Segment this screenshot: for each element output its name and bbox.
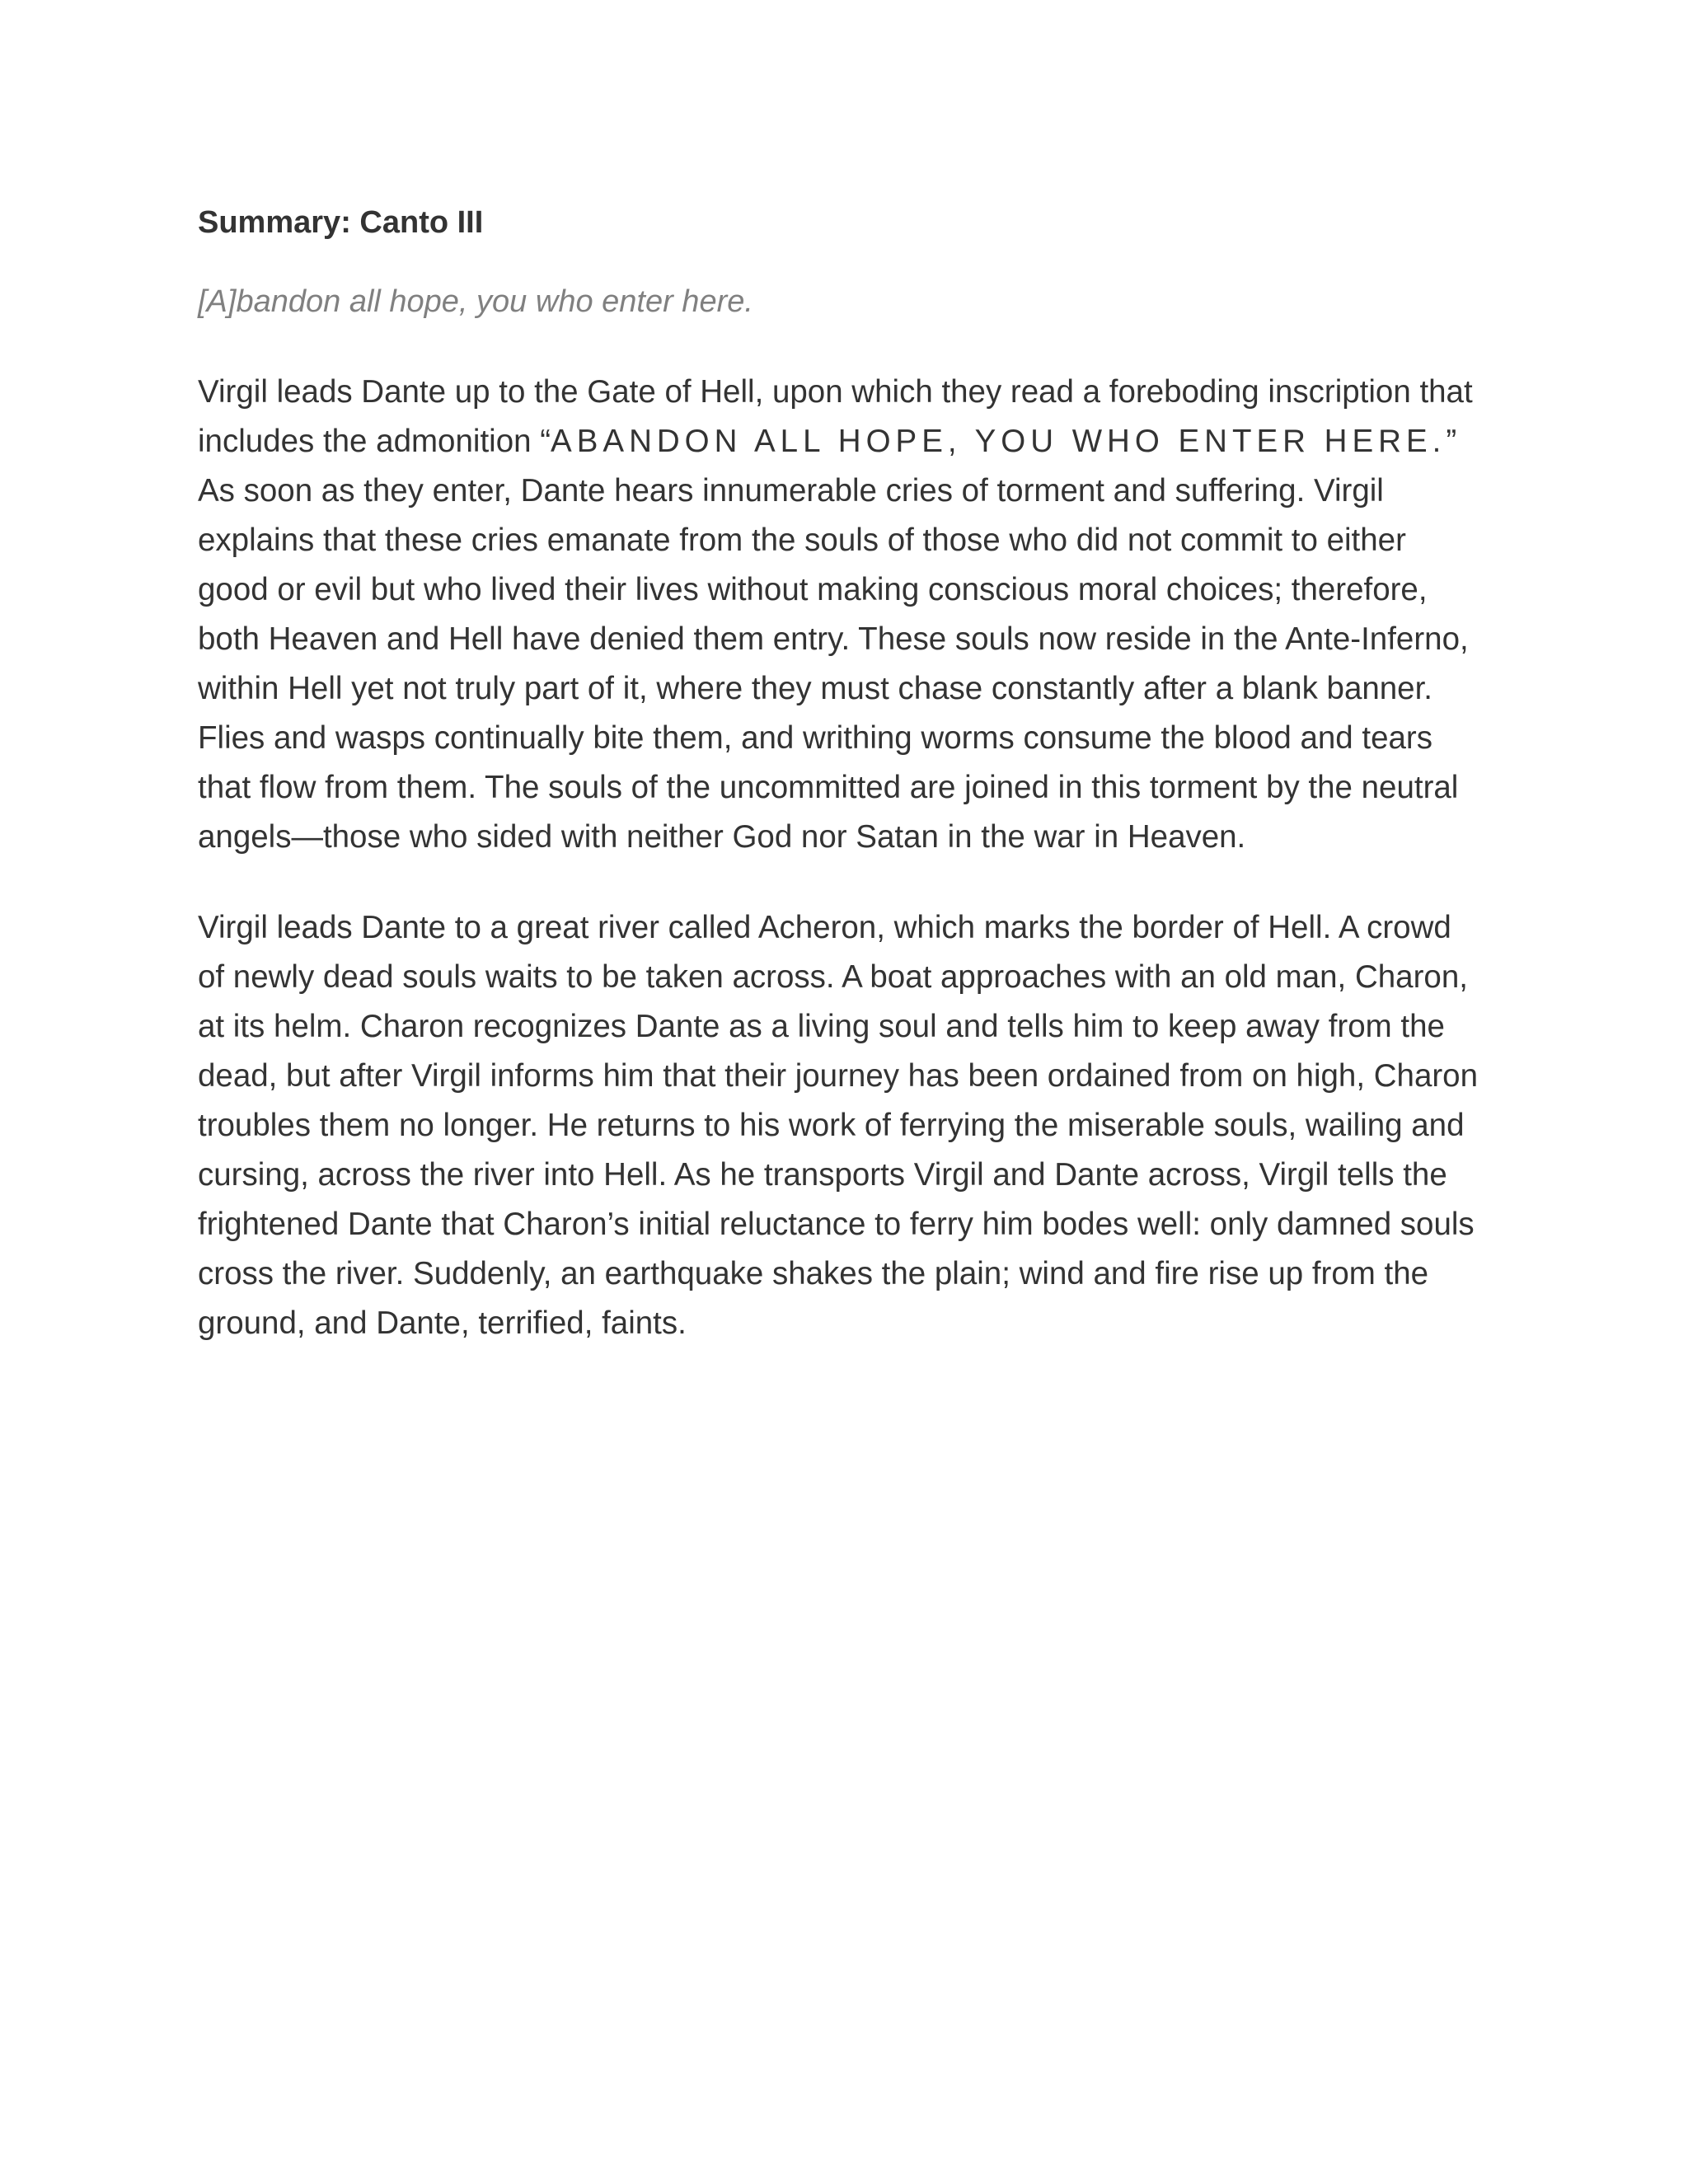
section-heading: Summary: Canto III [198,205,484,240]
paragraph-1-continuation: ” As soon as they enter, Dante hears innumerable cries of torment and suffering. Virgil explains that these cries emanate from the souls of those who did not commit to either good or evil but who lived their lives without making conscious moral choices; therefore, both Heaven and Hell have denied them entry. These souls now reside in the Ante-Inferno, within Hell yet not truly part of it, where they must chase constantly after a blank banner. Flies and wasps continually bite them, and writhing worms consume the blood and tears that flow from them. The souls of the uncommitted are joined in this torment by the neutral angels—those who sided with neither God nor Satan in the war in Heaven. [198,424,1469,855]
gate-inscription: ABANDON ALL HOPE, YOU WHO ENTER HERE. [551,424,1447,459]
epigraph-quote: [A]bandon all hope, you who enter here. [198,284,753,319]
summary-paragraph-2: Virgil leads Dante to a great river called Acheron, which marks the border of Hell. A crowd of newly dead souls waits to be taken across. A boat approaches with an old man, Charon, at its helm. Charon recognizes Dante as a living soul and tells him to keep away from the dead, but after Virgil informs him that their journey has been ordained from on high, Charon troubles them no longer. He returns to his work of ferrying the miserable souls, wailing and cursing, across the river into Hell. As he transports Virgil and Dante across, Virgil tells the frightened Dante that Charon’s initial reluctance to ferry him bodes well: only damned souls cross the river. Suddenly, an earthquake shakes the plain; wind and fire rise up from the ground, and Dante, terrified, faints. [198,910,1479,1341]
document-content [198,198,1484,1348]
summary-paragraph-1 [198,368,1484,862]
paragraph-1-opening: Virgil leads Dante up to the Gate of Hell, upon which they read a foreboding inscription that includes the admonition “ [198,374,1473,459]
